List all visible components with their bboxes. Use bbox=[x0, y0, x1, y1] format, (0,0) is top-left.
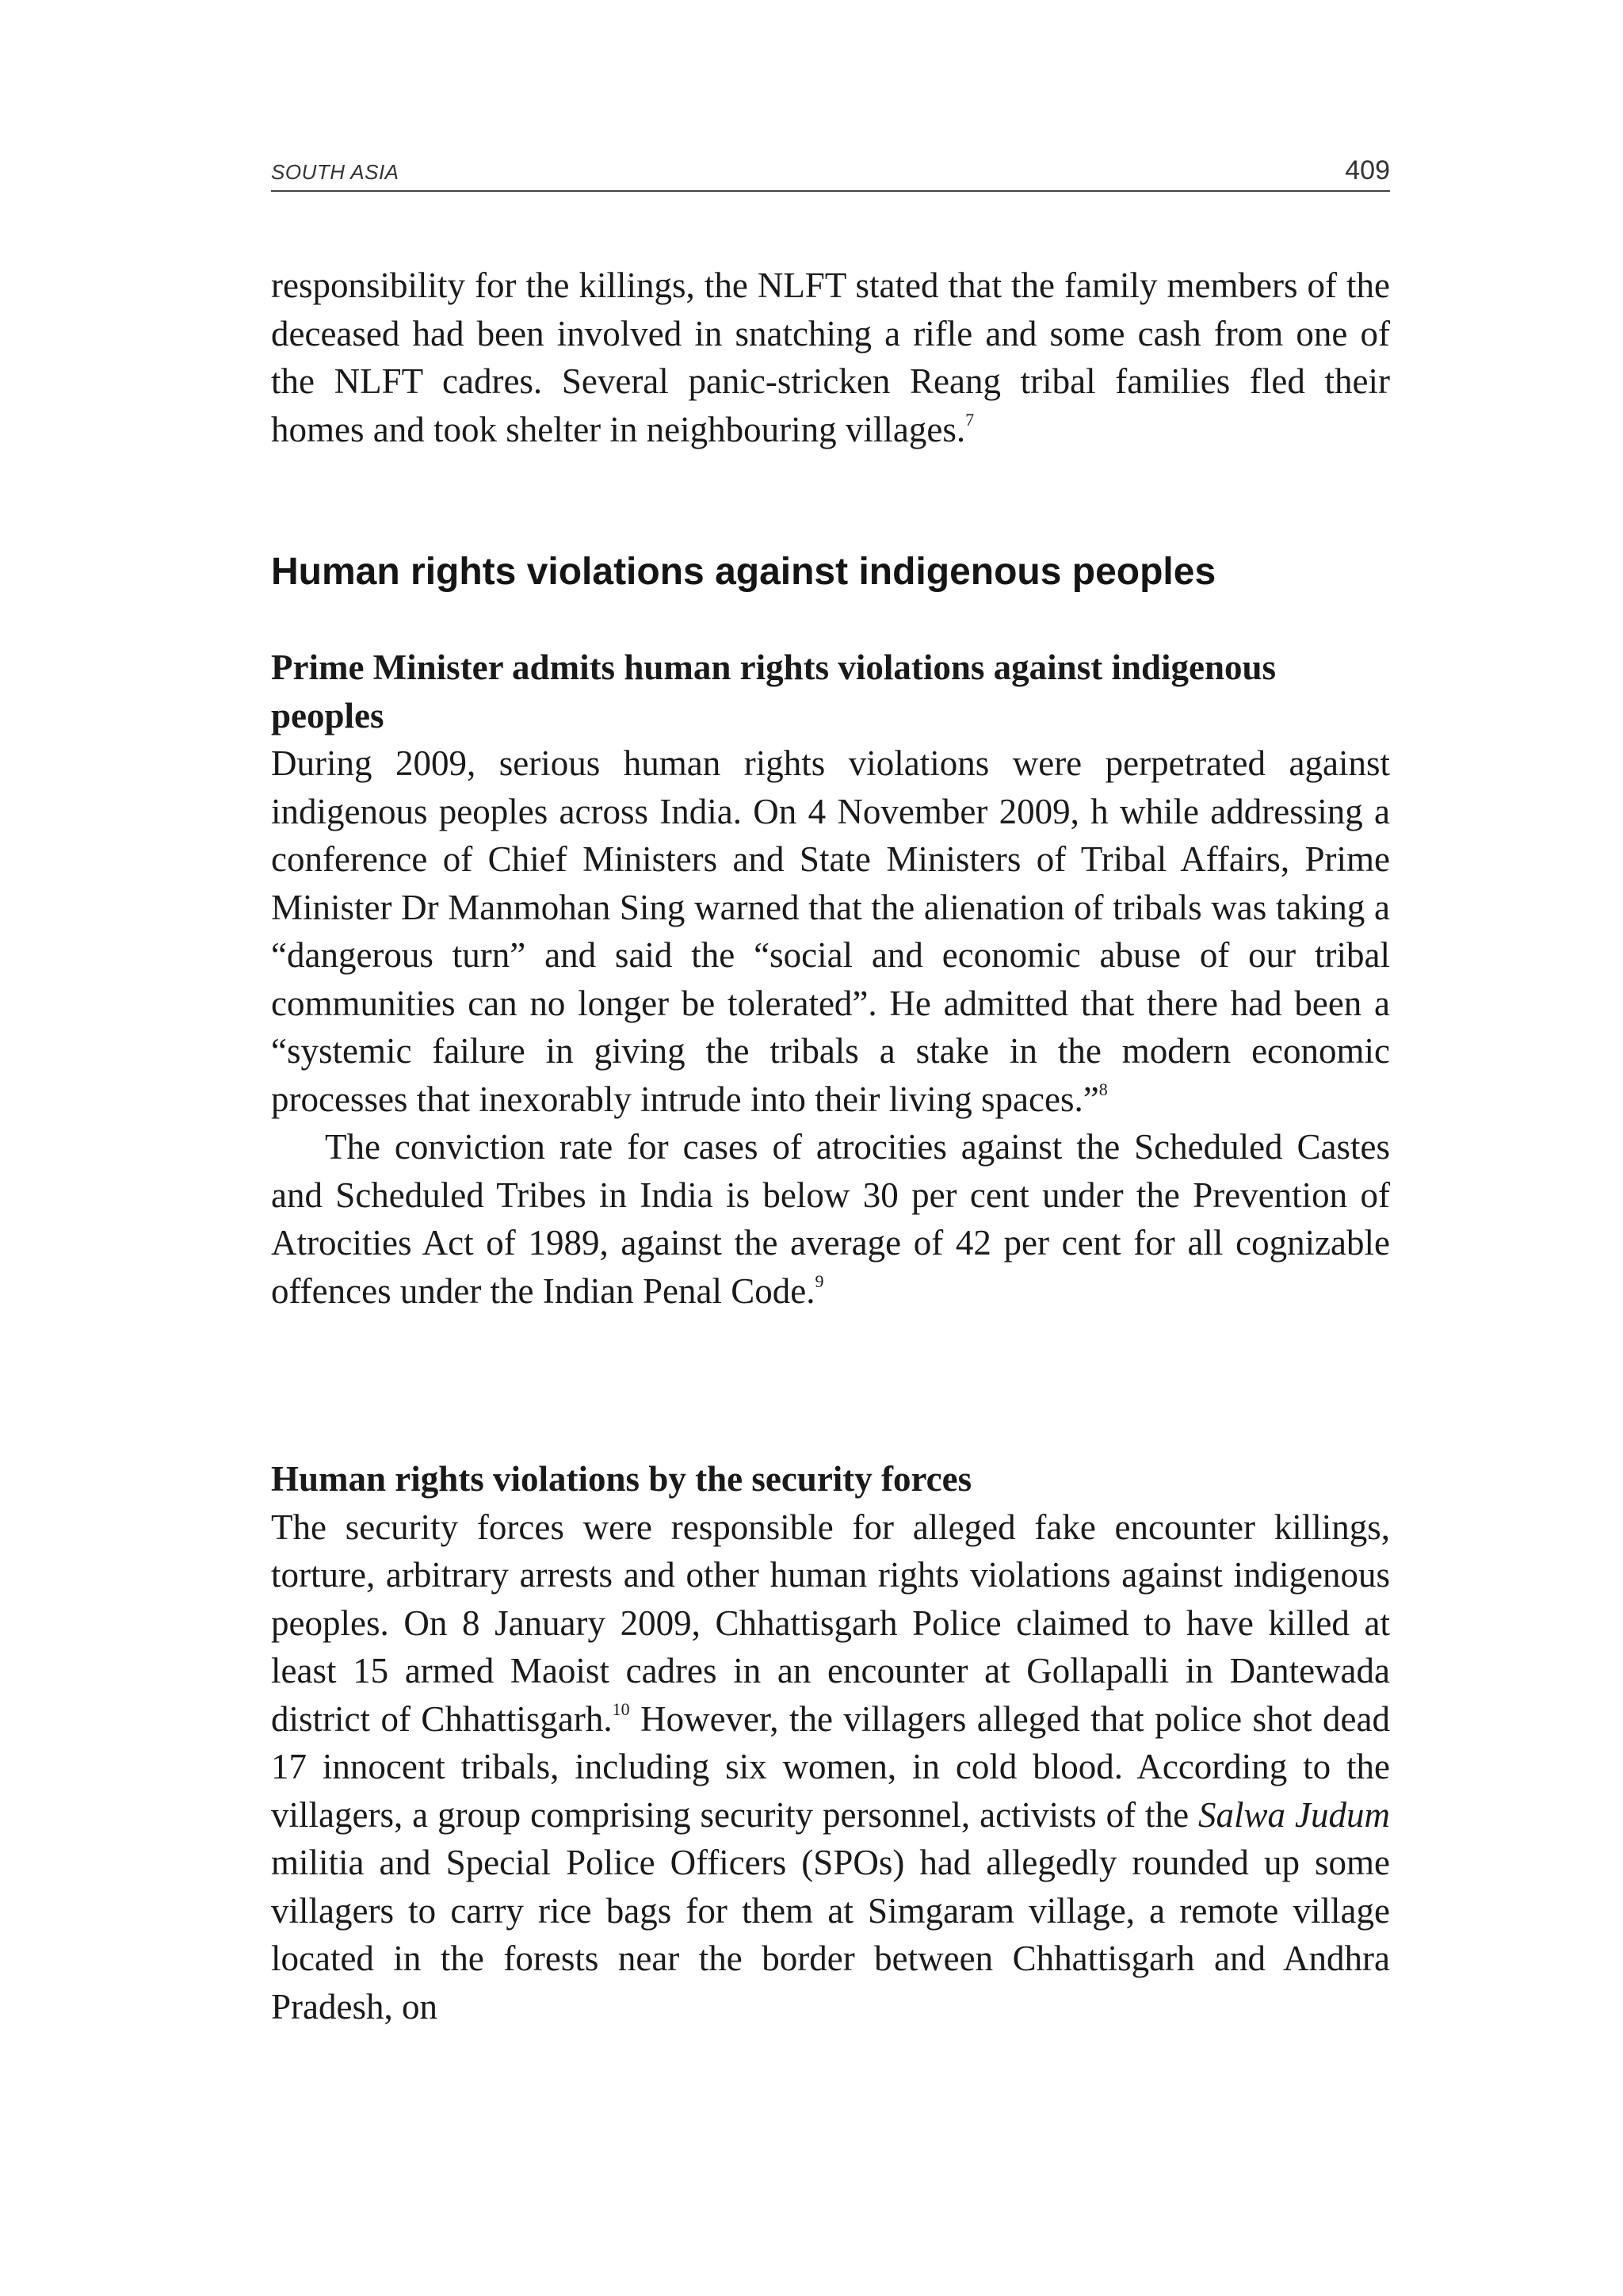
running-title: SOUTH ASIA bbox=[271, 160, 399, 184]
pm-paragraph-1-text: During 2009, serious human rights violations were perpetrated against indigenous peoples across India. On 4 November 2009, h while addressing a conference of Chief Ministers and State Ministers of Tribal Affairs, Prime Minister Dr Manmohan Sing warned that the alienation of tribals was taking a “dangerous turn” and said the “social and economic abuse of our tribal communities can no longer be tolerated”. He admitted that there had been a “systemic failure in giving the tribals a stake in the modern economic processes that inexorably intrude into their living spaces.” bbox=[271, 743, 1390, 1119]
subsection-heading-security-forces: Human rights violations by the security forces bbox=[271, 1459, 972, 1499]
footnote-ref-8: 8 bbox=[1098, 1079, 1108, 1099]
security-paragraph-part1: The security forces were responsible for alleged fake encounter killings, torture, arbitrary arrests and other human rights violations against indigenous peoples. On 8 January 2009, Chhattisgarh Police claimed to have killed at least 15 armed Maoist cadres in an encounter at Gollapalli in Dantewada district of Chhattisgarh. bbox=[271, 1507, 1390, 1739]
pm-paragraph-1 bbox=[271, 739, 1390, 1123]
pm-paragraph-2-text: The conviction rate for cases of atrocities against the Scheduled Castes and Scheduled Tribes in India is below 30 per cent under the Prevention of Atrocities Act of 1989, against the average of 42 per cent for all cognizable offences under the Indian Penal Code. bbox=[271, 1127, 1390, 1311]
page-number: 409 bbox=[1345, 155, 1390, 185]
security-paragraph-part2: However, the villagers alleged that police shot dead 17 innocent tribals, including six women, in cold blood. According to the villagers, a group comprising security personnel, activists of the bbox=[271, 1698, 1390, 1835]
subsection-security-forces bbox=[271, 1455, 1390, 2030]
subsection-prime-minister bbox=[271, 644, 1390, 1315]
subsection-heading-prime-minister: Prime Minister admits human rights violations against indigenous peoples bbox=[271, 648, 1277, 735]
security-paragraph bbox=[271, 1503, 1390, 2031]
intro-paragraph bbox=[271, 262, 1390, 453]
footnote-ref-9: 9 bbox=[815, 1270, 824, 1291]
footnote-ref-7: 7 bbox=[965, 409, 975, 430]
security-paragraph-part3: militia and Special Police Officers (SPOs) had allegedly rounded up some villagers to carry rice bags for them at Simgaram village, a remote village located in the forests near the border between Chhattisgarh and Andhra Pradesh, on bbox=[271, 1843, 1390, 2027]
footnote-ref-10: 10 bbox=[612, 1698, 630, 1719]
pm-paragraph-2 bbox=[271, 1123, 1390, 1315]
section-heading: Human rights violations against indigenous peoples bbox=[271, 551, 1216, 593]
salwa-judum-term: Salwa Judum bbox=[1198, 1794, 1390, 1835]
intro-paragraph-text: responsibility for the killings, the NLFT stated that the family members of the deceased had been involved in snatching a rifle and some cash from one of the NLFT cadres. Several panic-stricken Reang tribal families fled their homes and took shelter in neighbouring villages. bbox=[271, 266, 1390, 449]
running-header bbox=[271, 155, 1390, 192]
